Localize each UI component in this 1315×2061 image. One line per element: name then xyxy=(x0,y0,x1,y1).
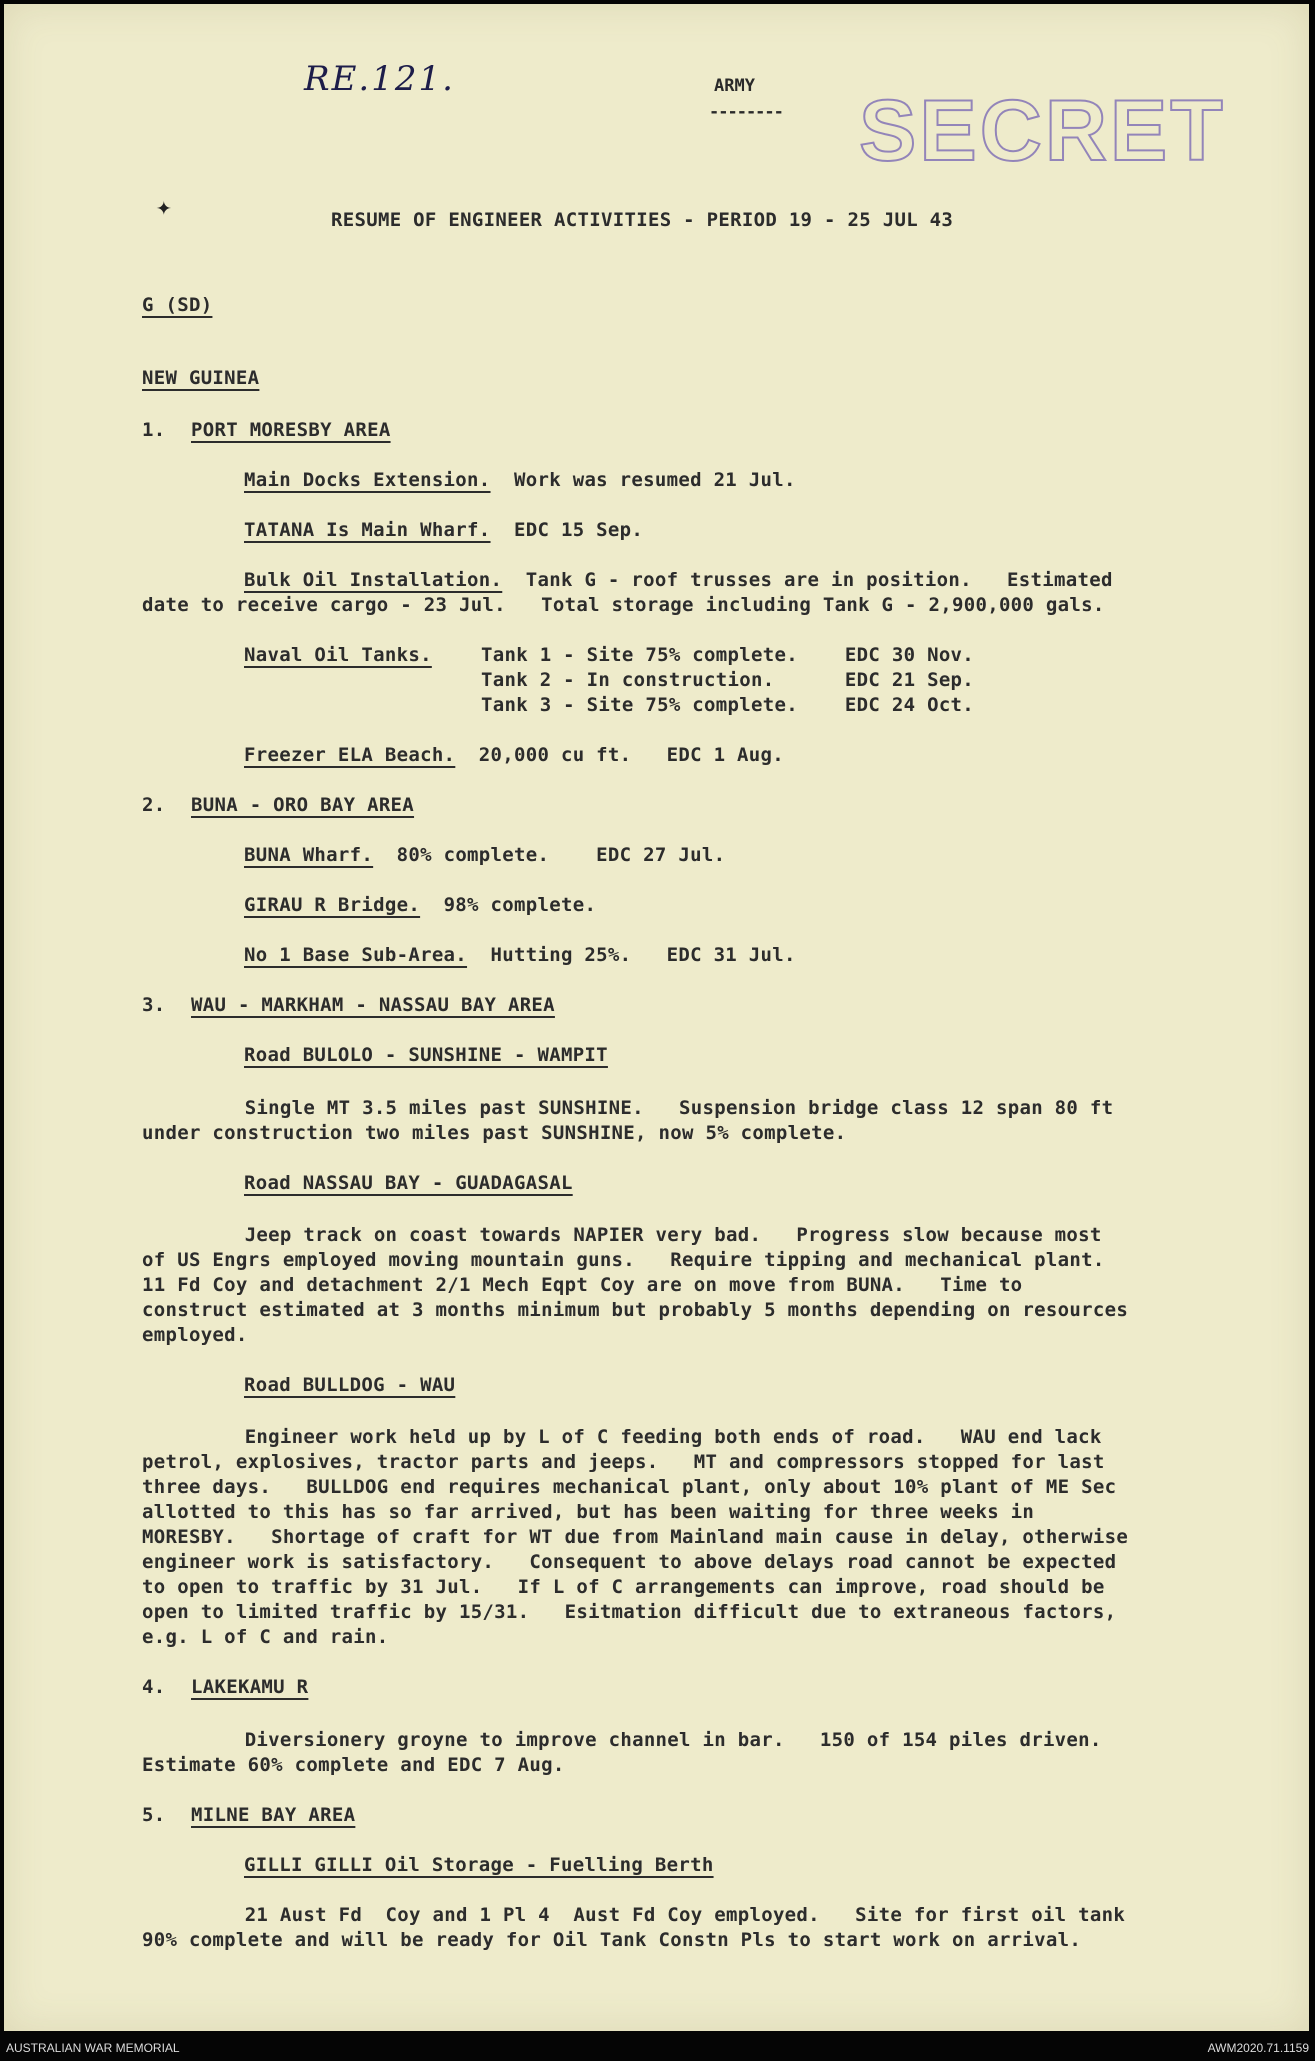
branch-heading: G (SD) xyxy=(142,294,213,316)
item-text: 80% complete. EDC 27 Jul. xyxy=(373,844,726,866)
item-text: EDC 15 Sep. xyxy=(490,519,644,541)
item-freezer xyxy=(244,744,784,766)
secret-stamp: SECRET xyxy=(859,83,1226,179)
paragraph-line: Jeep track on coast towards NAPIER very bad. Progress slow because most xyxy=(186,1224,1102,1246)
item-label: TATANA Is Main Wharf. xyxy=(244,519,491,541)
naval-tank-row: Tank 1 - Site 75% complete. EDC 30 Nov. xyxy=(481,644,975,666)
paragraph-line: of US Engrs employed moving mountain guns. Require tipping and mechanical plant. xyxy=(142,1249,1105,1271)
section-5-number: 5. xyxy=(142,1804,166,1826)
paragraph-line: engineer work is satisfactory. Consequent to above delays road cannot be expected xyxy=(142,1551,1117,1573)
paragraph-line: three days. BULLDOG end requires mechanical plant, only about 10% plant of ME Sec xyxy=(142,1476,1117,1498)
paragraph-line: to open to traffic by 31 Jul. If L of C arrangements can improve, road should be xyxy=(142,1576,1105,1598)
archive-footer xyxy=(0,2031,1315,2061)
region-heading: NEW GUINEA xyxy=(142,367,260,389)
paragraph-line: Engineer work held up by L of C feeding both ends of road. WAU end lack xyxy=(186,1426,1102,1448)
item-bulk-oil-continued: date to receive cargo - 23 Jul. Total storage including Tank G - 2,900,000 gals. xyxy=(142,594,1105,616)
paragraph-line: employed. xyxy=(142,1324,248,1346)
naval-tank-row: Tank 3 - Site 75% complete. EDC 24 Oct. xyxy=(481,694,975,716)
paragraph-line: Single MT 3.5 miles past SUNSHINE. Suspension bridge class 12 span 80 ft xyxy=(186,1097,1114,1119)
item-label: Main Docks Extension. xyxy=(244,469,491,491)
paragraph-line: Estimate 60% complete and EDC 7 Aug. xyxy=(142,1754,565,1776)
item-text: 20,000 cu ft. EDC 1 Aug. xyxy=(455,744,785,766)
paragraph-line: MORESBY. Shortage of craft for WT due from Mainland main cause in delay, otherwise xyxy=(142,1526,1129,1548)
item-label: Freezer ELA Beach. xyxy=(244,744,456,766)
item-tatana-wharf xyxy=(244,519,643,541)
section-4-number: 4. xyxy=(142,1676,166,1698)
section-4-title: LAKEKAMU R xyxy=(191,1676,309,1698)
paragraph-line: e.g. L of C and rain. xyxy=(142,1626,389,1648)
item-naval-oil-label: Naval Oil Tanks. xyxy=(244,644,432,666)
army-heading-rule: -------- xyxy=(709,102,783,122)
item-buna-wharf xyxy=(244,844,725,866)
handwritten-reference: RE.121. xyxy=(304,59,455,99)
section-2-title: BUNA - ORO BAY AREA xyxy=(191,794,415,816)
paragraph-line: open to limited traffic by 15/31. Esitmation difficult due to extraneous factors, xyxy=(142,1601,1117,1623)
road-bulolo-title: Road BULOLO - SUNSHINE - WAMPIT xyxy=(244,1044,608,1066)
naval-tank-row: Tank 2 - In construction. EDC 21 Sep. xyxy=(481,669,975,691)
road-bulldog-title: Road BULLDOG - WAU xyxy=(244,1374,456,1396)
item-text: 98% complete. xyxy=(420,894,597,916)
document-page xyxy=(4,4,1309,2031)
paragraph-line: Diversionery groyne to improve channel in bar. 150 of 154 piles driven. xyxy=(186,1729,1102,1751)
gilli-gilli-title: GILLI GILLI Oil Storage - Fuelling Berth xyxy=(244,1854,714,1876)
road-nassau-title: Road NASSAU BAY - GUADAGASAL xyxy=(244,1172,573,1194)
paragraph-line: 11 Fd Coy and detachment 2/1 Mech Eqpt Coy are on move from BUNA. Time to xyxy=(142,1274,1023,1296)
pen-mark-icon: ✦ xyxy=(156,192,172,222)
army-heading: ARMY xyxy=(714,76,755,96)
paragraph-line: allotted to this has so far arrived, but has been waiting for three weeks in xyxy=(142,1501,1035,1523)
section-3-title: WAU - MARKHAM - NASSAU BAY AREA xyxy=(191,994,555,1016)
item-label: No 1 Base Sub-Area. xyxy=(244,944,468,966)
section-3-number: 3. xyxy=(142,994,166,1016)
paragraph-line: petrol, explosives, tractor parts and jeeps. MT and compressors stopped for last xyxy=(142,1451,1105,1473)
section-1-title: PORT MORESBY AREA xyxy=(191,419,391,441)
paragraph-line: under construction two miles past SUNSHINE, now 5% complete. xyxy=(142,1122,847,1144)
section-1-number: 1. xyxy=(142,419,166,441)
item-bulk-oil xyxy=(244,569,1113,591)
item-label: Bulk Oil Installation. xyxy=(244,569,503,591)
footer-accession-number: AWM2020.71.1159 xyxy=(1207,2041,1309,2055)
item-girau-bridge xyxy=(244,894,596,916)
item-main-docks xyxy=(244,469,796,491)
footer-institution: AUSTRALIAN WAR MEMORIAL xyxy=(6,2041,180,2055)
item-label: GIRAU R Bridge. xyxy=(244,894,421,916)
item-text: Work was resumed 21 Jul. xyxy=(490,469,796,491)
item-text: Tank G - roof trusses are in position. Estimated xyxy=(502,569,1113,591)
paragraph-line: 90% complete and will be ready for Oil Tank Constn Pls to start work on arrival. xyxy=(142,1929,1082,1951)
paragraph-line: construct estimated at 3 months minimum but probably 5 months depending on resources xyxy=(142,1299,1129,1321)
section-5-title: MILNE BAY AREA xyxy=(191,1804,356,1826)
section-2-number: 2. xyxy=(142,794,166,816)
item-text: Hutting 25%. EDC 31 Jul. xyxy=(467,944,796,966)
item-label: BUNA Wharf. xyxy=(244,844,374,866)
paragraph-line: 21 Aust Fd Coy and 1 Pl 4 Aust Fd Coy employed. Site for first oil tank xyxy=(186,1904,1126,1926)
document-title: RESUME OF ENGINEER ACTIVITIES - PERIOD 19 - 25 JUL 43 xyxy=(331,209,954,231)
item-base-sub-area xyxy=(244,944,796,966)
